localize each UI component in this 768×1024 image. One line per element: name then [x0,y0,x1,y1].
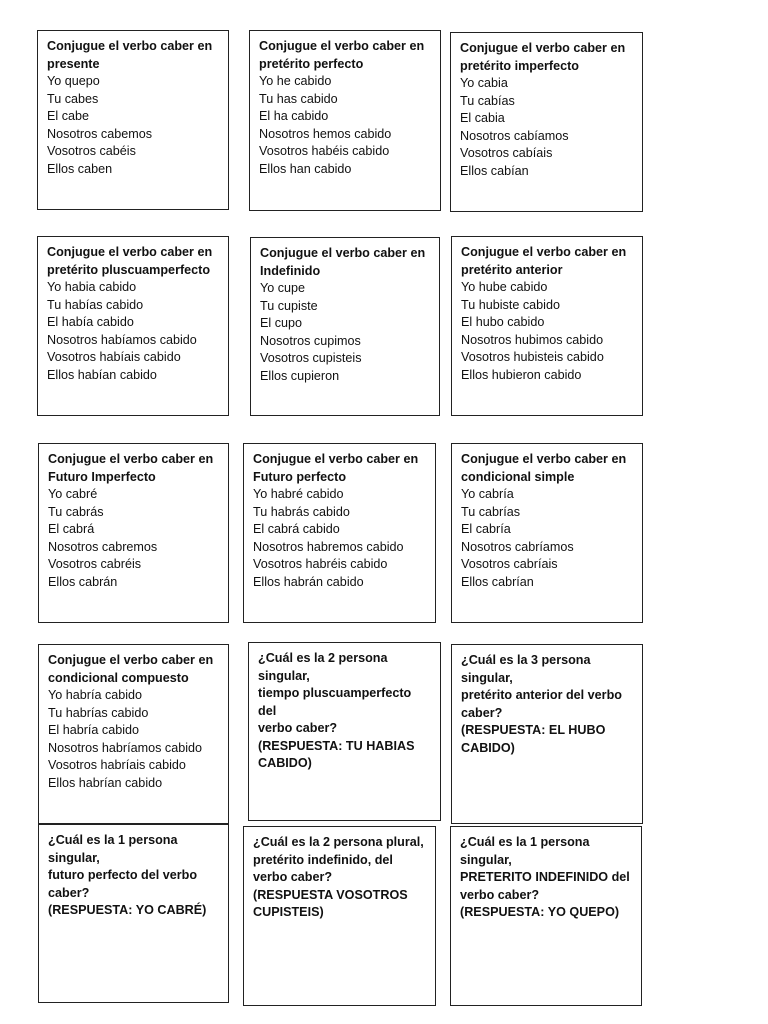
card-title: Conjugue el verbo caber en pretérito imperfecto [460,41,626,73]
card-line: El había cabido [47,315,134,329]
card-line: Nosotros habremos cabido [253,539,404,554]
card-line: Nosotros habíamos cabido [47,332,197,347]
card-line: Tu habías cabido [47,297,144,312]
card-question [38,824,229,1003]
card-title: Conjugue el verbo caber en Indefinido [260,246,426,278]
card-line: Tu cabes [47,91,99,106]
answer-text: (RESPUESTA: YO QUEPO) [460,905,620,919]
card-title: Conjugue el verbo caber en condicional simple [461,452,627,484]
card-line: Ellos cabrán [48,574,118,589]
card-line: Yo habría cabido [48,688,143,702]
card-indefinido [250,237,440,416]
card-line: Yo he cabido [259,74,332,88]
card-line: Tu hubiste cabido [461,297,560,312]
card-title: Conjugue el verbo caber en condicional compuesto [48,653,214,685]
card-line: Vosotros habríais cabido [48,758,186,772]
card-line: Ellos cabían [460,163,529,178]
answer-text: (RESPUESTA: EL HUBO CABIDO) [461,723,606,755]
card-condicional-simple [451,443,643,623]
card-line: Tu has cabido [259,91,338,106]
card-title: Conjugue el verbo caber en presente [47,39,213,71]
card-title: Conjugue el verbo caber en Futuro Imperfecto [48,452,214,484]
card-line: Ellos caben [47,161,113,176]
card-preterito-anterior [451,236,643,416]
card-line: Yo cupe [260,281,306,295]
card-line: Tu habrás cabido [253,504,350,519]
card-line: Nosotros hubimos cabido [461,332,604,347]
card-preterito-perfecto [249,30,441,211]
card-line: Yo quepo [47,74,100,88]
card-line: Ellos habrán cabido [253,574,364,589]
card-title: Conjugue el verbo caber en pretérito anterior [461,245,627,277]
card-line: El habría cabido [48,723,140,737]
card-line: Ellos cupieron [260,368,340,383]
card-question [248,642,441,821]
answer-text: (RESPUESTA: YO CABRÉ) [48,903,207,917]
card-line: El cabia [460,111,505,125]
card-line: Yo cabré [48,487,98,501]
card-line: Tu cabrías [461,504,521,519]
question-text: ¿Cuál es la 3 persona singular, pretérito anterior del verbo caber? [461,653,622,720]
card-condicional-compuesto [38,644,229,824]
card-line: Vosotros cabíais [460,146,553,160]
card-line: Tu habrías cabido [48,705,149,720]
card-line: Ellos habrían cabido [48,775,163,790]
card-line: Tu cupiste [260,298,318,313]
card-line: Ellos han cabido [259,161,352,176]
card-line: El cabrá cabido [253,522,340,536]
card-line: Tu cabrás [48,504,104,519]
card-line: Vosotros hubisteis cabido [461,350,604,364]
card-line: El ha cabido [259,109,329,123]
card-preterito-imperfecto [450,32,643,212]
card-line: El cabe [47,109,90,123]
card-title: Conjugue el verbo caber en Futuro perfecto [253,452,419,484]
card-line: Nosotros habríamos cabido [48,740,203,755]
card-line: Vosotros cabríais [461,557,558,571]
card-line: Nosotros cabremos [48,539,158,554]
card-line: Tu cabías [460,93,515,108]
card-futuro-imperfecto [38,443,229,623]
answer-text: (RESPUESTA VOSOTROS CUPISTEIS) [253,887,408,919]
answer-text: (RESPUESTA: TU HABIAS CABIDO) [258,738,415,770]
card-line: Yo hube cabido [461,280,548,294]
card-line: Nosotros cupimos [260,333,361,348]
card-question [450,826,642,1006]
card-line: Yo cabría [461,487,514,501]
card-line: Vosotros cabéis [47,144,136,158]
card-line: Nosotros cabríamos [461,539,574,554]
card-title: Conjugue el verbo caber en pretérito pluscuamperfecto [47,245,213,277]
card-line: Nosotros cabemos [47,126,152,141]
card-line: Yo habré cabido [253,487,344,501]
card-line: Ellos habían cabido [47,367,157,382]
card-title: Conjugue el verbo caber en pretérito perfecto [259,39,425,71]
question-text: ¿Cuál es la 2 persona plural, pretérito indefinido, del verbo caber? [253,835,424,884]
card-line: Ellos hubieron cabido [461,367,582,382]
question-text: ¿Cuál es la 2 persona singular, tiempo pluscuamperfecto del verbo caber? [258,651,412,735]
card-line: Vosotros habréis cabido [253,557,388,571]
card-line: Yo habia cabido [47,280,137,294]
card-pluscuamperfecto [37,236,229,416]
question-text: ¿Cuál es la 1 persona singular, PRETERITO INDEFINIDO del verbo caber? [460,835,630,902]
card-line: Ellos cabrían [461,574,534,589]
card-question [243,826,436,1006]
card-question [451,644,643,824]
card-line: Yo cabia [460,76,508,90]
card-line: Vosotros cabréis [48,557,142,571]
card-line: Nosotros hemos cabido [259,126,392,141]
card-line: El cupo [260,316,303,330]
card-line: El cabrá [48,522,95,536]
question-text: ¿Cuál es la 1 persona singular, futuro perfecto del verbo caber? [48,833,198,900]
card-line: Vosotros cupisteis [260,351,362,365]
card-line: Nosotros cabíamos [460,128,569,143]
card-futuro-perfecto [243,443,436,623]
card-line: El cabría [461,522,511,536]
card-presente [37,30,229,210]
card-line: El hubo cabido [461,315,545,329]
card-line: Vosotros habíais cabido [47,350,181,364]
card-line: Vosotros habéis cabido [259,144,390,158]
